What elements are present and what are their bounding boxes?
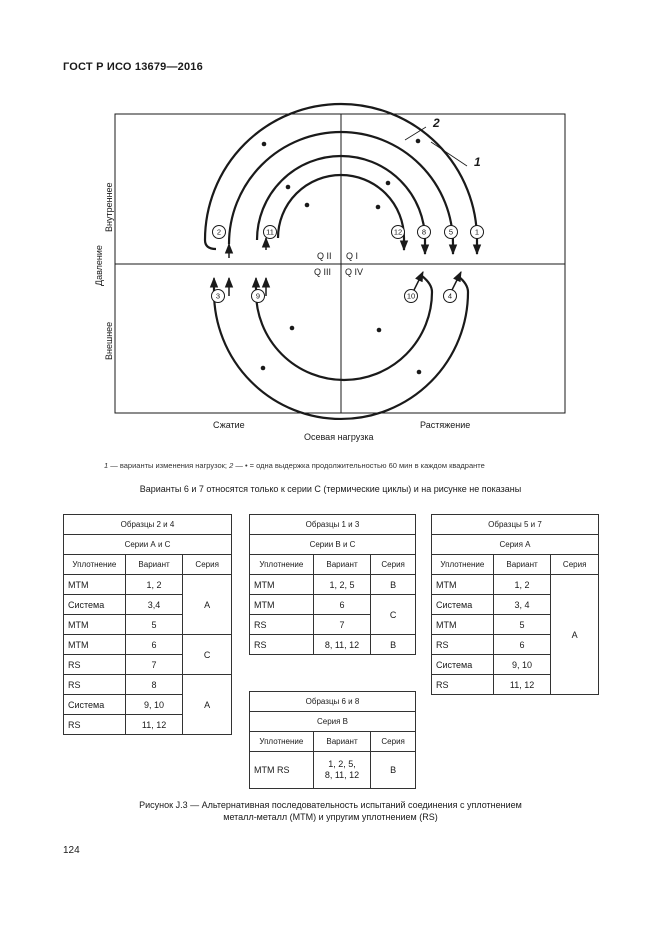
- document-header: ГОСТ Р ИСО 13679—2016: [63, 61, 203, 73]
- callout-1: 1: [474, 155, 481, 169]
- axis-label-compression: Сжатие: [213, 420, 245, 430]
- marker-1: 1: [474, 227, 480, 237]
- marker-4: 4: [447, 291, 453, 301]
- marker-12: 12: [393, 227, 403, 237]
- quadrant-q4: Q IV: [345, 267, 364, 277]
- callout-2: 2: [433, 116, 440, 130]
- hold-dot: [416, 139, 421, 144]
- hold-dot: [376, 205, 381, 210]
- marker-11: 11: [266, 227, 274, 237]
- quadrant-q3: Q III: [314, 267, 332, 277]
- marker-5: 5: [448, 227, 454, 237]
- hold-dot: [305, 203, 310, 208]
- axis-label-axial-load: Осевая нагрузка: [304, 432, 374, 442]
- hold-dot: [262, 142, 267, 147]
- quadrant-q1: Q I: [346, 251, 359, 261]
- marker-10: 10: [406, 291, 416, 301]
- hold-dot: [290, 326, 295, 331]
- marker-2: 2: [216, 227, 222, 237]
- marker-9: 9: [255, 291, 261, 301]
- table-samples-2-4: Образцы 2 и 4 Серии А и С Уплотнение Вариант Серия МТМ 1, 2 А Система 3,4 МТМ 5 МТМ 6 С RS 7 RS 8 А Система 9, 10 RS 11, 12: [63, 514, 232, 735]
- table-samples-1-3: Образцы 1 и 3 Серии В и С Уплотнение Вариант Серия МТМ 1, 2, 5 В МТМ 6 С RS 7 RS 8, 11, 12 В: [249, 514, 416, 655]
- legend-note: 1 — варианты изменения нагрузок; 2 — • = одна выдержка продолжительностью 60 мин в каждом квадранте: [104, 461, 485, 470]
- marker-3: 3: [215, 291, 221, 301]
- hold-dot: [377, 328, 382, 333]
- table-samples-5-7: Образцы 5 и 7 Серия А Уплотнение Вариант Серия МТМ 1, 2 А Система 3, 4 МТМ 5 RS 6 Система 9, 10 RS 11, 12: [431, 514, 599, 695]
- hold-dot: [261, 366, 266, 371]
- axis-label-tension: Растяжение: [420, 420, 471, 430]
- page-number: 124: [63, 845, 80, 856]
- load-sequence-diagram: [0, 0, 661, 450]
- hold-dot: [386, 181, 391, 186]
- figure-caption: Рисунок J.3 — Альтернативная последовательность испытаний соединения с уплотнением металл-металл (МТМ) и упругим уплотнением (RS): [139, 800, 522, 822]
- table-samples-6-8: Образцы 6 и 8 Серия В Уплотнение Вариант Серия МТМ RS 1, 2, 5, 8, 11, 12 В: [249, 691, 416, 789]
- axis-label-external: Внешнее: [104, 321, 114, 360]
- arrow-4: [452, 272, 461, 290]
- arrow-10: [414, 272, 423, 290]
- quadrant-q2: Q II: [317, 251, 332, 261]
- hold-dot: [286, 185, 291, 190]
- marker-8: 8: [421, 227, 427, 237]
- axis-label-pressure: Давление: [94, 245, 104, 286]
- axis-label-internal: Внутреннее: [104, 182, 114, 232]
- figure-subtitle: Варианты 6 и 7 относятся только к серии С (термические циклы) и на рисунке не показаны: [139, 484, 522, 494]
- hold-dot: [417, 370, 422, 375]
